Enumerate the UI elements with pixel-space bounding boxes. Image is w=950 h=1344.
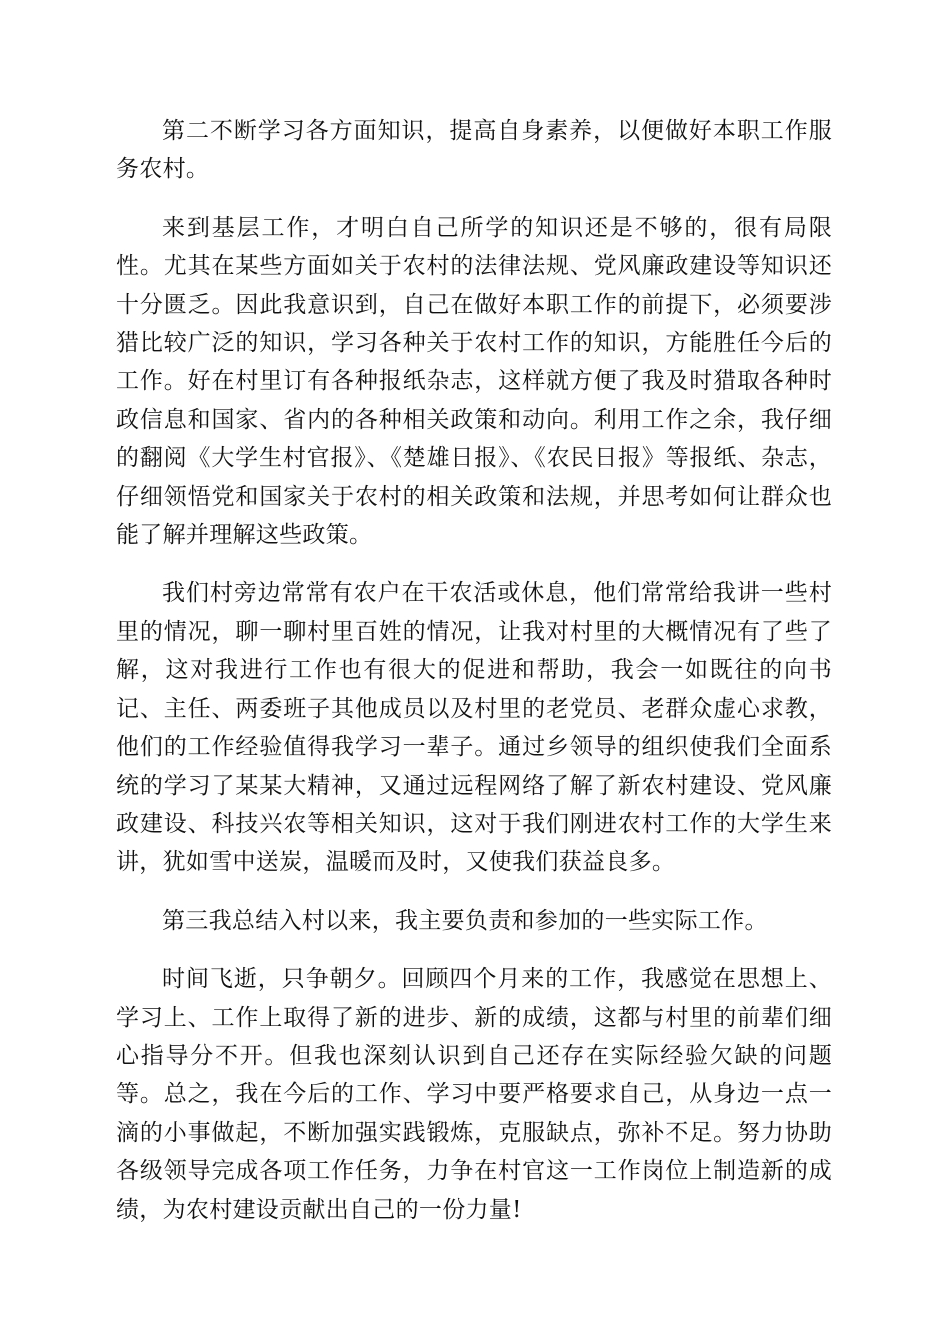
paragraph-village-exchange: 我们村旁边常常有农户在干农活或休息，他们常常给我讲一些村里的情况，聊一聊村里百姓的情况，让我对村里的大概情况有了些了解，这对我进行工作也有很大的促进和帮助，我会一如既往的向书记、主任、两委班子其他成员以及村里的老党员、老群众虚心求教，他们的工作经验值得我学习一辈子。通过乡领导的组织使我们全面系统的学习了某某大精神，又通过远程网络了解了新农村建设、党风廉政建设、科技兴农等相关知识，这对于我们刚进农村工作的大学生来讲，犹如雪中送炭，温暖而及时，又使我们获益良多。 [116, 580, 832, 876]
paragraph-practical-work-heading: 第三我总结入村以来，我主要负责和参加的一些实际工作。 [162, 907, 768, 934]
paragraph-study-knowledge-heading: 第二不断学习各方面知识，提高自身素养，以便做好本职工作服务农村。 [116, 118, 832, 183]
paragraph-grassroots-learning: 来到基层工作，才明白自己所学的知识还是不够的，很有局限性。尤其在某些方面如关于农村的法律法规、党风廉政建设等知识还十分匮乏。因此我意识到，自己在做好本职工作的前提下，必须要涉猎比较广泛的知识，学习各种关于农村工作的知识，方能胜任今后的工作。好在村里订有各种报纸杂志，这样就方便了我及时猎取各种时政信息和国家、省内的各种相关政策和动向。利用工作之余，我仔细的翻阅《大学生村官报》、《楚雄日报》、《农民日报》等报纸、杂志，仔细领悟党和国家关于农村的相关政策和法规，并思考如何让群众也能了解并理解这些政策。 [116, 214, 832, 549]
document-body [116, 112, 832, 1249]
paragraph-summary-conclusion: 时间飞逝，只争朝夕。回顾四个月来的工作，我感觉在思想上、学习上、工作上取得了新的进步、新的成绩，这都与村里的前辈们细心指导分不开。但我也深刻认识到自己还存在实际经验欠缺的问题等。总之，我在今后的工作、学习中要严格要求自己，从身边一点一滴的小事做起，不断加强实践锻炼，克服缺点，弥补不足。努力协助各级领导完成各项工作任务，力争在村官这一工作岗位上制造新的成绩，为农村建设贡献出自己的一份力量! [116, 966, 832, 1223]
